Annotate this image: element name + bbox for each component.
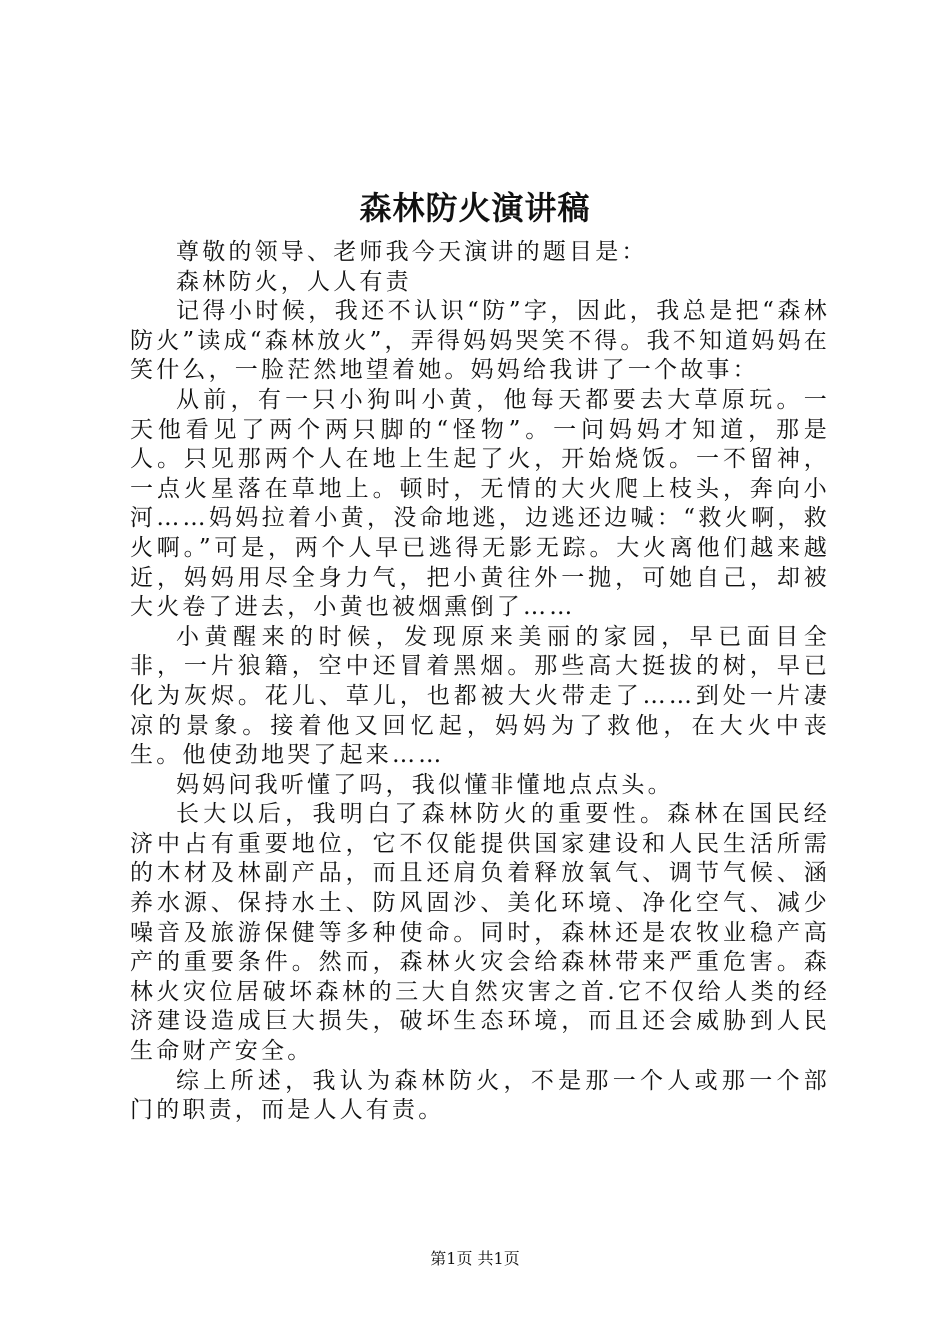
document-title: 森林防火演讲稿 (359, 189, 591, 227)
paragraph-childhood: 记得小时候，我还不认识“防”字，因此，我总是把“森林防火”读成“森林放火”，弄得妈妈哭笑不得。我不知道妈妈在笑什么，一脸茫然地望着她。妈妈给我讲了一个故事： (130, 298, 830, 384)
paragraph-importance: 长大以后，我明白了森林防火的重要性。森林在国民经济中占有重要地位，它不仅能提供国家建设和人民生活所需的木材及林副产品，而且还肩负着释放氧气、调节气候、涵养水源、保持水土、防风固沙、美化环境、净化空气、减少噪音及旅游保健等多种使命。同时，森林还是农牧业稳产高产的重要条件。然而，森林火灾会给森林带来严重危害。森林火灾位居破坏森林的三大自然灾害之首.它不仅给人类的经济建设造成巨大损失，破坏生态环境，而且还会威胁到人民生命财产安全。 (130, 801, 830, 1065)
page-footer: 第1页 共1页 (430, 1249, 520, 1268)
document-body (130, 238, 830, 1126)
paragraph-story: 从前，有一只小狗叫小黄，他每天都要去大草原玩。一天他看见了两个两只脚的“怪物”。一问妈妈才知道，那是人。只见那两个人在地上生起了火，开始烧饭。一不留神，一点火星落在草地上。顿时，无情的大火爬上枝头，奔向小河……妈妈拉着小黄，没命地逃，边逃还边喊：“救火啊，救火啊。”可是，两个人早已逃得无影无踪。大火离他们越来越近，妈妈用尽全身力气，把小黄往外一抛，可她自己，却被大火卷了进去，小黄也被烟熏倒了…… (130, 386, 830, 621)
paragraph-topic: 森林防火，人人有责 (176, 268, 412, 295)
paragraph-greeting: 尊敬的领导、老师我今天演讲的题目是： (176, 239, 648, 265)
paragraph-aftermath: 小黄醒来的时候，发现原来美丽的家园，早已面目全非，一片狼籍，空中还冒着黑烟。那些高大挺拔的树，早已化为灰烬。花儿、草儿，也都被大火带走了……到处一片凄凉的景象。接着他又回忆起，妈妈为了救他，在大火中丧生。他使劲地哭了起来…… (130, 623, 830, 769)
paragraph-conclusion: 综上所述，我认为森林防火，不是那一个人或那一个部门的职责，而是人人有责。 (130, 1067, 830, 1124)
paragraph-nod: 妈妈问我听懂了吗，我似懂非懂地点点头。 (176, 771, 674, 798)
